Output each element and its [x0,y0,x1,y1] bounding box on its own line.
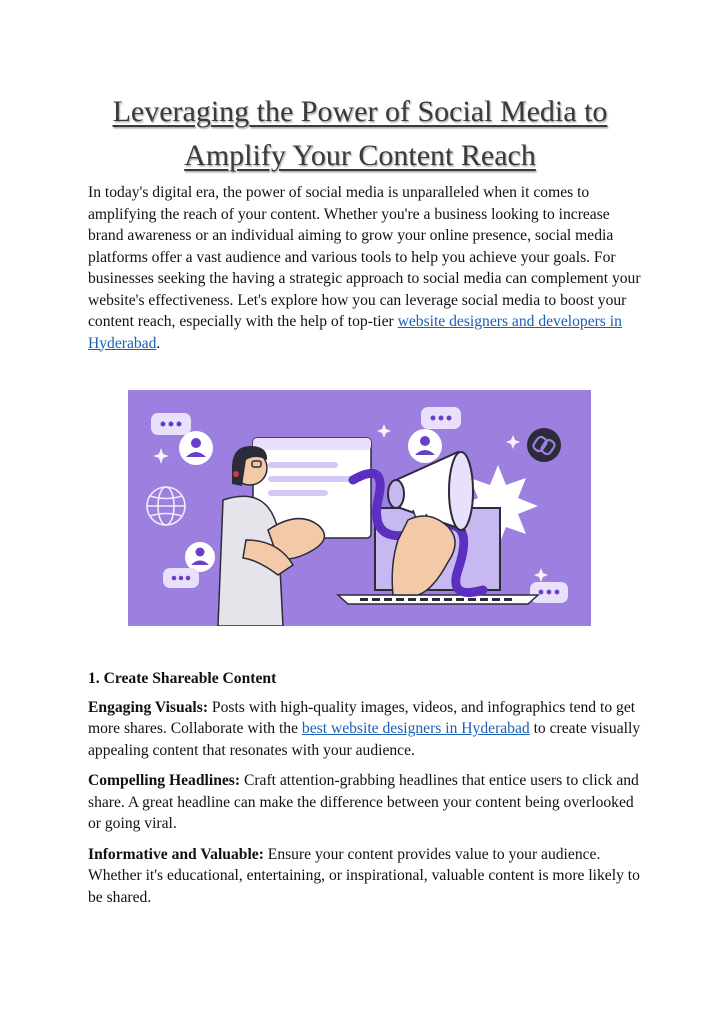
intro-end: . [156,334,161,352]
globe-icon [147,487,185,525]
page-title-line-2: Amplify Your Content Reach [184,139,536,172]
chat-bubble-icon-right [421,407,461,429]
engaging-visuals-text: Posts with high-quality images, videos, and infographics tend to get more shares. Collaborate with the [88,698,636,737]
user-icon-lower [185,542,215,572]
engaging-visuals-paragraph [88,697,644,762]
user-icon [179,431,213,465]
website-designers-link[interactable]: website designers and developers in Hyderabad [88,313,622,352]
engaging-visuals-text-end: to create visually appealing content that resonates with your audience. [88,720,641,759]
compelling-headlines-paragraph [88,770,644,835]
link-icon [527,428,561,462]
section-heading: 1. Create Shareable Content [88,670,277,687]
informative-valuable-label: Informative and Valuable: [88,845,264,863]
page-title-line-1: Leveraging the Power of Social Media to [112,95,608,128]
compelling-headlines-label: Compelling Headlines: [88,772,241,789]
chat-bubble-icon-lower [163,568,199,588]
informative-valuable-paragraph [88,844,644,909]
intro-paragraph [88,182,644,354]
social-media-illustration [128,390,591,626]
page-title [60,90,660,178]
informative-valuable-text: Ensure your content provides value to your audience. Whether it's educational, entertaining, or inspirational, valuable content is more likely to be shared. [88,845,640,906]
hero-illustration [128,390,591,626]
compelling-headlines-text: Craft attention-grabbing headlines that entice users to click and share. A great headline can make the difference between your content being overlooked or going viral. [88,772,639,832]
intro-text: In today's digital era, the power of social media is unparalleled when it comes to amplifying the reach of your content. Whether you're a business looking to increase brand awareness or an individual aiming to grow your online presence, social media platforms offer a vast audience and various tools to help you achieve your goals. For businesses seeking the having a strategic approach to social media can complement your website's effectiveness. Let's explore how you can leverage social media to boost your content reach, especially with the help of top-tier [88,184,641,330]
chat-bubble-icon [151,413,191,435]
section-create-shareable-content [88,668,644,917]
engaging-visuals-label: Engaging Visuals: [88,698,209,716]
chat-bubble-icon-bottom [530,582,568,603]
user-icon-right [408,429,442,463]
best-website-designers-link[interactable]: best website designers in Hyderabad [301,720,530,737]
